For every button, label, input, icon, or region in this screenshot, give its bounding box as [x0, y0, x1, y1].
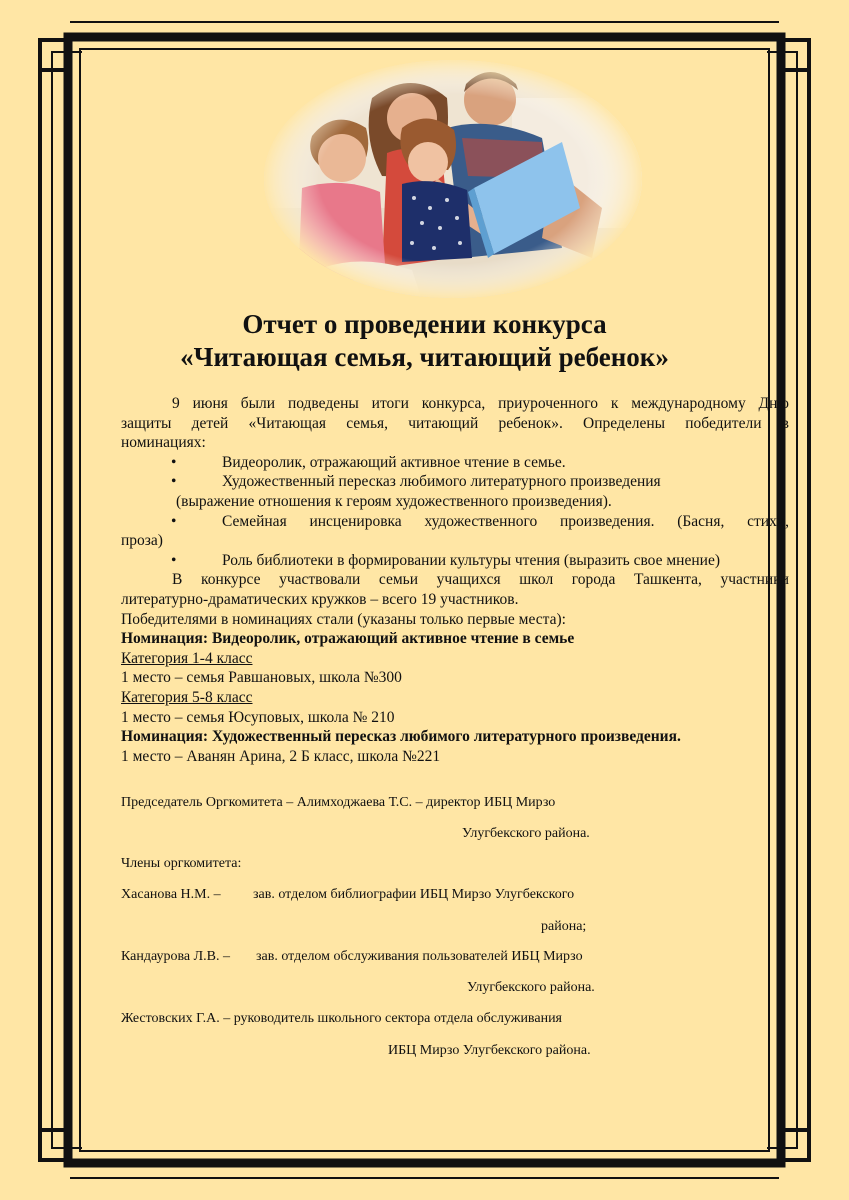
member-3-line-1: Жестовских Г.А. – руководитель школьного сектора отдела обслуживания: [121, 1011, 562, 1026]
nomination-1-heading: Номинация: Видеоролик, отражающий активное чтение в семье: [121, 630, 575, 648]
member-1-role-2: района;: [541, 919, 587, 934]
intro-line-1: 9 июня были подведены итоги конкурса, приуроченного к международному Дню: [172, 395, 789, 412]
winners-intro: Победителями в номинациях стали (указаны только первые места):: [121, 610, 566, 628]
member-3-line-2: ИБЦ Мирзо Улугбекского района.: [388, 1043, 591, 1058]
intro-line-3: номинациях:: [121, 434, 206, 452]
chair-line-1: Председатель Оргкомитета – Алимходжаева Т.С. – директор ИБЦ Мирзо: [121, 795, 556, 810]
member-1-role: зав. отделом библиографии ИБЦ Мирзо Улугбекского: [253, 887, 575, 902]
nomination-item-2: [121, 472, 789, 492]
page-title: [0, 308, 849, 374]
bullet-icon: •: [171, 453, 177, 471]
category-2-winner: 1 место – семья Юсуповых, школа № 210: [121, 708, 395, 726]
member-1-name: Хасанова Н.М. –: [121, 887, 221, 902]
nomination-3-continuation: проза): [121, 532, 163, 550]
nomination-item-1: [121, 453, 789, 473]
participants-line-1: В конкурсе участвовали семьи учащихся школ города Ташкента, участники: [172, 571, 789, 589]
category-2-label: Категория 5-8 класс: [121, 688, 253, 706]
family-reading-photo: [262, 58, 644, 300]
bullet-icon: •: [171, 473, 177, 491]
nomination-text: Художественный пересказ любимого литературного произведения: [222, 473, 661, 491]
title-line-1: Отчет о проведении конкурса: [242, 309, 607, 339]
report-body: [121, 394, 789, 766]
member-2-role: зав. отделом обслуживания пользователей ИБЦ Мирзо: [256, 949, 583, 964]
bullet-icon: •: [171, 512, 177, 530]
nomination-2-heading: Номинация: Художественный пересказ любимого литературного произведения.: [121, 728, 681, 746]
nomination-text: Семейная инсценировка художественного произведения. (Басня, стихи,: [222, 512, 789, 530]
chair-line-2: Улугбекского района.: [462, 826, 590, 841]
bullet-icon: •: [171, 551, 177, 569]
nomination-item-4: [121, 551, 789, 571]
intro-line-2: защиты детей «Читающая семья, читающий ребенок». Определены победители в: [121, 414, 789, 432]
category-1-label: Категория 1-4 класс: [121, 649, 253, 667]
category-1-winner: 1 место – семья Равшановых, школа №300: [121, 669, 402, 687]
nomination-text: Роль библиотеки в формировании культуры чтения (выразить свое мнение): [222, 551, 720, 569]
participants-line-2: литературно-драматических кружков – всего 19 участников.: [121, 590, 519, 608]
nomination-text: Видеоролик, отражающий активное чтение в семье.: [222, 453, 566, 471]
title-line-2: «Читающая семья, читающий ребенок»: [180, 342, 669, 372]
nomination-item-3: [121, 512, 789, 532]
member-2-role-2: Улугбекского района.: [467, 980, 595, 995]
nomination-2-winner: 1 место – Аванян Арина, 2 Б класс, школа №221: [121, 747, 441, 765]
nomination-2-continuation: (выражение отношения к героям художественного произведения).: [176, 492, 612, 510]
member-2-name: Кандаурова Л.В. –: [121, 949, 230, 964]
